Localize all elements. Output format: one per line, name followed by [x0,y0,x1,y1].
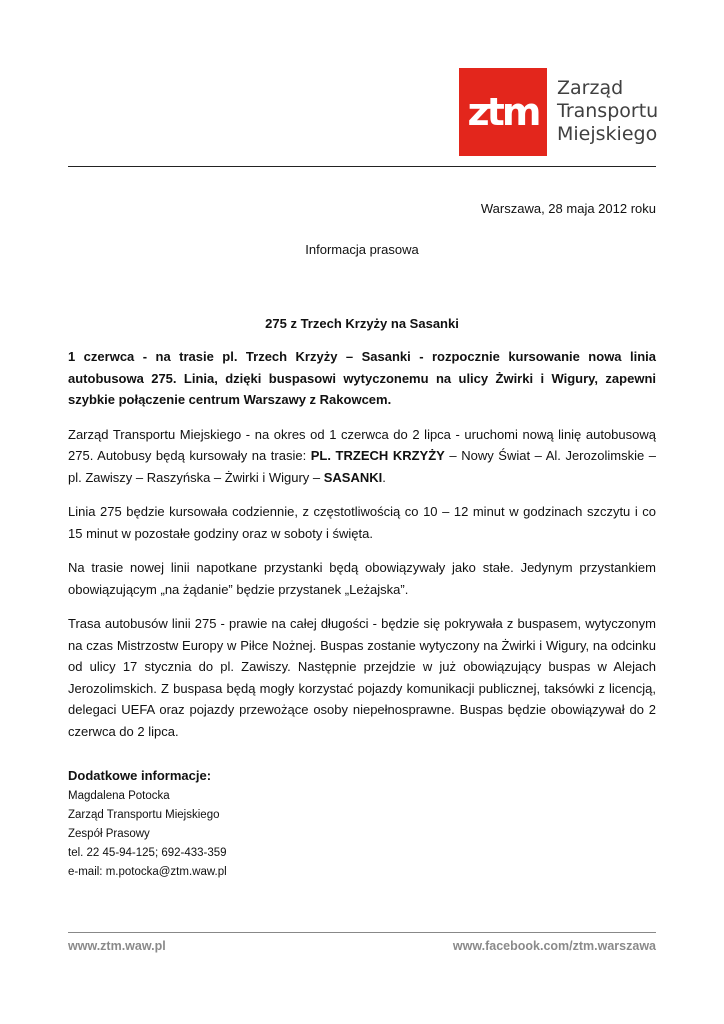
org-line: Zarząd [557,77,624,99]
contact-team: Zespół Prasowy [68,828,150,840]
organization-name [557,77,658,146]
route-tail: . [382,469,386,485]
lead-paragraph: 1 czerwca - na trasie pl. Trzech Krzyży – Sasanki - rozpocznie kursowanie nowa linia autobusowa 275. Linia, dzięki buspasowi wytyczonemu na ulicy Żwirki i Wigury, zapewni szybkie połączenie centrum Warszawy z Rakowcem. [68,349,656,407]
contact-block [68,768,656,882]
contact-organization: Zarząd Transportu Miejskiego [68,809,220,821]
header-divider [68,166,656,167]
document-title: 275 z Trzech Krzyży na Sasanki [265,316,459,331]
contact-name: Magdalena Potocka [68,790,170,802]
footer-website-link: www.ztm.waw.pl [68,939,166,953]
footer-divider [68,932,656,933]
contact-phone: tel. 22 45-94-125; 692-433-359 [68,847,227,859]
route-end: SASANKI [323,469,383,485]
stops-paragraph: Na trasie nowej linii napotkane przystanki będą obowiązywały jako stałe. Jedynym przystankiem obowiązującym „na żądanie” będzie przystanek „Leżajska”. [68,560,656,597]
press-release-label: Informacja prasowa [305,242,419,257]
route-start: PL. TRZECH KRZYŻY [310,448,445,463]
frequency-paragraph: Linia 275 będzie kursowała codziennie, z częstotliwością co 10 – 12 minut w godzinach szczytu i co 15 minut w pozostałe godziny oraz w soboty i święta. [68,504,656,541]
org-line: Miejskiego [557,123,658,145]
contact-heading: Dodatkowe informacje: [68,768,212,783]
ztm-logo [459,68,547,156]
contact-email: e-mail: m.potocka@ztm.waw.pl [68,866,227,878]
route-middle: – Nowy Świat – Al. Jerozolimskie – pl. Zawiszy – Raszyńska – Żwirki i Wigury – [68,448,656,485]
date-line: Warszawa, 28 maja 2012 roku [480,201,656,216]
org-line: Transportu [557,100,659,122]
logo-text: ztm [467,90,539,134]
footer-facebook-link: www.facebook.com/ztm.warszawa [452,939,656,953]
buslane-paragraph: Trasa autobusów linii 275 - prawie na całej długości - będzie się pokrywała z buspasem, wytyczonym na czas Mistrzostw Europy w Piłce Nożnej. Buspas zostanie wytyczony na Żwirki i Wigury, na odcinku od ulicy 17 stycznia do pl. Zawiszy. Następnie przejdzie w już obowiązujący buspas w Alejach Jerozolimskich. Z buspasa będą mogły korzystać pojazdy komunikacji publicznej, taksówki z licencją, delegaci UEFA oraz pojazdy przewożące osoby niepełnosprawne. Buspas będzie obowiązywał do 2 czerwca do 2 lipca. [68,616,656,739]
route-paragraph [68,424,656,489]
document-body [68,346,656,755]
route-intro: Zarząd Transportu Miejskiego - na okres od 1 czerwca do 2 lipca - uruchomi nową linię autobusową 275. Autobusy będą kursowały na trasie: [68,426,656,463]
